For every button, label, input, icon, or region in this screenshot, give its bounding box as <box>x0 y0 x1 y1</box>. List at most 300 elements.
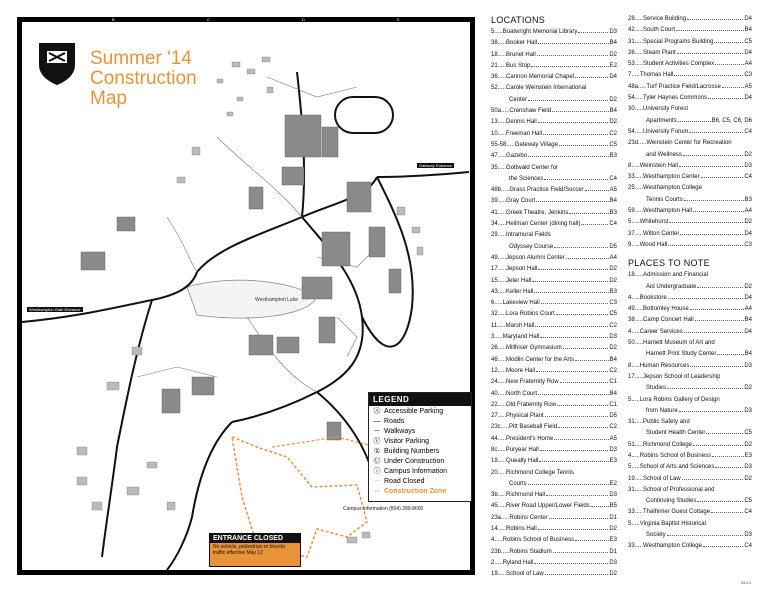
location-name-continued: Studies <box>646 385 667 392</box>
leader-dots <box>679 411 744 412</box>
location-number: 5 <box>628 464 632 471</box>
location-name: Lora Robins Gallery of Design <box>639 396 720 403</box>
location-separator: ..... <box>497 492 507 499</box>
location-grid: D2 <box>609 571 617 578</box>
location-item-continued <box>628 496 752 507</box>
location-separator: ..... <box>497 254 507 261</box>
location-number: 46 <box>491 356 498 363</box>
leader-dots <box>678 121 711 122</box>
location-grid: D3 <box>744 407 752 414</box>
location-grid: B4 <box>609 390 617 397</box>
location-separator: ..... <box>634 340 644 347</box>
location-item <box>628 395 752 406</box>
location-number: 31 <box>628 38 635 45</box>
location-number: 5 <box>628 219 632 226</box>
location-separator: ..... <box>634 230 644 237</box>
location-number: 29 <box>491 232 498 239</box>
leader-dots <box>538 269 608 270</box>
location-name-continued: Odyssey Course <box>509 243 554 250</box>
location-number: 10 <box>491 130 498 137</box>
legend-item <box>369 456 471 466</box>
location-separator: ..... <box>497 469 507 476</box>
leader-dots <box>540 337 608 338</box>
svg-text:C: C <box>207 17 210 22</box>
location-item <box>628 462 752 473</box>
leader-dots <box>667 535 744 536</box>
location-separator: ..... <box>497 221 507 228</box>
location-grid: B6, C5, C6, D6 <box>711 117 752 124</box>
location-item <box>628 229 752 240</box>
location-name: Robins School of Business <box>502 537 575 544</box>
location-separator: ..... <box>497 62 507 69</box>
leader-dots <box>714 42 743 43</box>
location-separator: ..... <box>634 174 644 181</box>
leader-dots <box>553 552 609 553</box>
location-name: Freeman Hall <box>506 130 543 137</box>
leader-dots <box>539 461 608 462</box>
leader-dots <box>566 258 609 259</box>
location-name-continued: Harnett Print Study Center <box>646 351 717 358</box>
location-item <box>628 37 752 48</box>
location-grid: D4 <box>744 95 752 102</box>
location-name: Westhampton College <box>643 185 702 192</box>
location-grid: A5 <box>744 83 752 90</box>
location-item-continued <box>491 242 617 253</box>
location-number: 30 <box>628 106 635 113</box>
location-number: 4 <box>491 537 495 544</box>
leader-dots <box>680 234 743 235</box>
location-name-continued: Student Health Center <box>646 430 706 437</box>
grid-ticks <box>112 17 400 22</box>
leader-dots <box>536 371 608 372</box>
location-item <box>491 411 617 422</box>
location-grid: D2 <box>744 151 752 158</box>
location-item <box>491 196 617 207</box>
footnote: 06/14 <box>740 580 751 585</box>
location-number: 54 <box>628 95 635 102</box>
location-separator: ..... <box>497 266 507 273</box>
title-line-3: Map <box>90 88 127 109</box>
location-separator: ..... <box>631 328 640 335</box>
location-name: School of Professional and <box>643 486 715 493</box>
legend-label: Walkways <box>384 427 416 435</box>
leader-dots <box>540 450 609 451</box>
location-grid: D2 <box>609 277 617 284</box>
location-name: Harnett Museum of Art and <box>643 340 715 347</box>
location-separator: ..... <box>497 119 507 126</box>
location-grid: D2 <box>744 283 752 290</box>
location-separator: ..... <box>634 306 644 313</box>
location-item <box>491 72 617 83</box>
location-separator: ..... <box>631 241 640 248</box>
location-name: Thalhimer Guest Cottage <box>643 509 711 516</box>
leader-dots <box>669 222 743 223</box>
location-name: Lakeview Hall <box>502 300 540 307</box>
walkway-line-icon: ─ <box>374 427 380 435</box>
location-grid: C3 <box>744 241 752 248</box>
leader-dots <box>558 427 608 428</box>
location-separator: ..... <box>497 435 507 442</box>
location-separator: ..... <box>497 164 507 171</box>
location-item <box>491 377 617 388</box>
location-grid: D4 <box>744 230 752 237</box>
location-separator: ..... <box>497 458 507 465</box>
location-name: New Fraternity Row <box>506 379 559 386</box>
location-item <box>491 106 617 117</box>
construction-zone-icon: -- <box>374 487 380 495</box>
leader-dots <box>708 98 743 99</box>
location-name: University Forum <box>643 128 689 135</box>
location-item-continued <box>628 349 752 360</box>
leader-dots <box>560 382 609 383</box>
location-name: South Court <box>643 27 676 34</box>
leader-dots <box>695 320 744 321</box>
location-name: Gottwald Center for <box>506 164 559 171</box>
location-name: Cannon Memorial Chapel <box>506 74 575 81</box>
location-grid: A5 <box>609 435 617 442</box>
location-item <box>491 163 617 174</box>
location-separator: ..... <box>497 322 506 329</box>
location-name: Keller Hall <box>506 288 534 295</box>
location-number: 31 <box>628 419 635 426</box>
location-grid: D3 <box>609 446 617 453</box>
leader-dots <box>585 190 609 191</box>
location-number: 27 <box>491 413 498 420</box>
places-heading: PLACES TO NOTE <box>628 258 710 269</box>
location-number: 52 <box>491 85 498 92</box>
location-grid: C3 <box>744 72 752 79</box>
leader-dots <box>569 213 608 214</box>
location-name: Career Services <box>639 328 683 335</box>
leader-dots <box>552 111 609 112</box>
map-title <box>90 49 197 109</box>
visitor-parking-icon: Ⓥ <box>373 438 381 445</box>
location-number: 3b <box>491 492 498 499</box>
location-item <box>491 151 617 162</box>
leader-dots <box>722 87 744 88</box>
location-number: 34 <box>491 221 498 228</box>
location-item <box>628 138 752 149</box>
location-separator: ..... <box>497 379 507 386</box>
location-name: Gray Court <box>506 198 536 205</box>
location-separator: ..... <box>497 446 506 453</box>
location-separator: ..... <box>497 288 507 295</box>
location-name: School of Arts and Sciences <box>639 464 715 471</box>
location-number: 47 <box>491 153 498 160</box>
location-separator: ..... <box>497 130 507 137</box>
leader-dots <box>697 287 743 288</box>
location-grid: C5 <box>744 498 752 505</box>
location-grid: B4 <box>609 356 617 363</box>
location-grid: C4 <box>744 174 752 181</box>
legend-item <box>369 486 471 496</box>
location-name: Gateway Village <box>514 141 558 148</box>
location-number: 5 <box>628 520 632 527</box>
location-separator: ..... <box>497 198 507 205</box>
location-number: 17 <box>628 373 635 380</box>
location-item <box>628 485 752 496</box>
location-grid: C5 <box>609 311 617 318</box>
leader-dots <box>534 292 608 293</box>
location-separator: ..... <box>631 452 640 459</box>
location-item <box>491 501 617 512</box>
legend-item <box>369 426 471 436</box>
location-separator: ..... <box>501 548 510 555</box>
location-item <box>628 240 752 251</box>
leader-dots <box>690 366 743 367</box>
location-name: Camp Concert Hall <box>643 317 694 324</box>
location-number: 11 <box>491 322 498 329</box>
location-grid: E2 <box>609 62 617 69</box>
location-item <box>491 321 617 332</box>
location-number: 3 <box>491 334 495 341</box>
location-item <box>628 304 752 315</box>
location-item <box>491 253 617 264</box>
legend-label: Construction Zone <box>384 487 447 495</box>
location-number: 8 <box>628 362 632 369</box>
location-grid: D3 <box>609 559 617 566</box>
location-name: Richmond Hall <box>506 492 546 499</box>
location-number: 37 <box>628 230 635 237</box>
location-name: Bookstore <box>639 294 667 301</box>
location-number: 18 <box>628 272 635 279</box>
location-item <box>491 140 617 151</box>
leader-dots <box>575 360 609 361</box>
location-item <box>628 82 752 93</box>
location-number: 23a <box>491 514 502 521</box>
location-number: 43 <box>491 288 498 295</box>
location-number: 13 <box>491 119 498 126</box>
location-separator: ..... <box>634 106 644 113</box>
location-number: 8 <box>628 162 632 169</box>
location-number: 12 <box>491 367 498 374</box>
location-number: 38 <box>628 317 635 324</box>
location-name: Heilman Center (dining hall) <box>506 221 581 228</box>
location-grid: D3 <box>609 334 617 341</box>
location-grid: A4 <box>609 254 617 261</box>
location-separator: ..... <box>497 413 507 420</box>
location-number: 28 <box>628 16 635 22</box>
location-separator: ..... <box>497 526 507 533</box>
location-number: 50a <box>491 108 502 115</box>
leader-dots <box>684 200 744 201</box>
location-name: Thomas Hall <box>639 72 674 79</box>
leader-dots <box>674 75 743 76</box>
location-grid: B4 <box>744 317 752 324</box>
location-separator: ..... <box>497 571 507 578</box>
location-separator: ..... <box>497 503 507 510</box>
location-item <box>491 456 617 467</box>
location-name: Robins Center <box>509 514 548 521</box>
location-separator: ..... <box>497 311 507 318</box>
location-grid: C3 <box>609 300 617 307</box>
location-separator: ..... <box>501 108 510 115</box>
location-name: Tyler Haynes Commons <box>643 95 708 102</box>
leader-dots <box>689 132 743 133</box>
location-grid: E3 <box>744 452 752 459</box>
location-separator: ..... <box>634 373 644 380</box>
leader-dots <box>712 456 744 457</box>
location-separator: ..... <box>634 95 644 102</box>
location-separator: ..... <box>634 185 644 192</box>
under-construction-icon: Ⓤ <box>373 458 381 465</box>
location-item <box>491 366 617 377</box>
location-separator: ..... <box>631 396 640 403</box>
leader-dots <box>537 55 609 56</box>
location-item <box>491 185 617 196</box>
location-name: Grass Practice Field/Soccer <box>509 187 584 194</box>
location-name: Westhampton College <box>643 543 702 550</box>
location-separator: ..... <box>631 294 640 301</box>
location-item <box>491 355 617 366</box>
location-grid: B4 <box>609 108 617 115</box>
location-item <box>491 298 617 309</box>
location-item <box>628 172 752 183</box>
location-grid: E3 <box>609 458 617 465</box>
location-name: Intramural Fields <box>506 232 551 239</box>
location-item <box>491 535 617 546</box>
location-separator: ..... <box>634 61 644 68</box>
location-name: Wood Hall <box>639 241 668 248</box>
legend-label: Campus Information <box>384 467 448 475</box>
location-grid: C4 <box>609 175 617 182</box>
location-grid: B4 <box>744 351 752 358</box>
location-item-continued <box>491 95 617 106</box>
leader-dots <box>683 155 743 156</box>
location-name: Carole Weinstein International <box>506 85 587 92</box>
location-item <box>628 361 752 372</box>
location-separator: ..... <box>497 356 507 363</box>
location-grid: C4 <box>609 221 617 228</box>
location-item <box>628 14 752 25</box>
location-grid: A5 <box>609 187 617 194</box>
location-number: 39 <box>491 198 498 205</box>
location-separator: ..... <box>497 209 507 216</box>
leader-dots <box>693 211 744 212</box>
location-number: 4 <box>628 294 632 301</box>
location-separator: ..... <box>631 162 640 169</box>
location-name-continued: Continuing Studies <box>646 498 697 505</box>
legend-label: Road Closed <box>384 477 425 485</box>
location-grid: D2 <box>744 441 752 448</box>
legend-label: Visitor Parking <box>384 437 430 445</box>
leader-dots <box>531 66 608 67</box>
leader-dots <box>536 201 608 202</box>
location-item <box>628 338 752 349</box>
svg-text:B: B <box>112 17 115 22</box>
leader-dots <box>535 326 608 327</box>
location-item <box>491 343 617 354</box>
location-item <box>491 38 617 49</box>
leader-dots <box>556 314 609 315</box>
location-grid: D5 <box>609 413 617 420</box>
location-name: Virginia Baptist Historical <box>639 520 706 527</box>
location-item <box>491 434 617 445</box>
location-number: 42 <box>628 27 635 34</box>
leader-dots <box>581 224 608 225</box>
leader-dots <box>575 77 608 78</box>
location-separator: ..... <box>634 543 644 550</box>
location-grid: D3 <box>744 362 752 369</box>
location-grid: D2 <box>609 96 617 103</box>
location-name: School of Law <box>506 571 544 578</box>
location-separator: ..... <box>497 232 507 239</box>
leader-dots <box>668 298 744 299</box>
location-item <box>491 83 617 94</box>
locations-heading: LOCATIONS <box>491 15 546 25</box>
location-name: Puryear Hall <box>505 446 539 453</box>
leader-dots <box>543 134 608 135</box>
road-closed-icon: -- <box>374 477 380 485</box>
leader-dots <box>546 495 608 496</box>
location-name: Steam Plant <box>643 49 676 56</box>
location-name: Admission and Financial <box>643 272 709 279</box>
location-number: 9 <box>628 241 632 248</box>
location-separator: ..... <box>494 300 503 307</box>
location-name: Wilton Center <box>643 230 680 237</box>
campus-map[interactable] <box>17 17 475 575</box>
location-item-continued <box>628 406 752 417</box>
location-separator: ..... <box>506 141 515 148</box>
title-line-1: Summer '14 <box>90 48 192 69</box>
location-grid: D3 <box>609 29 617 35</box>
location-number: 23d <box>628 140 639 147</box>
leader-dots <box>690 309 744 310</box>
location-item <box>628 507 752 518</box>
leader-dots <box>538 529 609 530</box>
location-grid: D2 <box>609 345 617 352</box>
location-number: 5 <box>628 396 632 403</box>
location-separator: ..... <box>634 16 644 22</box>
accessible-parking-icon: Ⓐ <box>373 408 381 415</box>
location-name-continued: Tennis Courts <box>646 196 683 203</box>
leader-dots <box>684 332 744 333</box>
location-grid: E2 <box>609 480 617 487</box>
location-name: Westhampton Center <box>643 174 700 181</box>
location-name-continued: the Sciences <box>509 175 544 182</box>
location-item <box>628 293 752 304</box>
location-grid: D4 <box>744 328 752 335</box>
location-item <box>491 129 617 140</box>
location-separator: ..... <box>631 72 640 79</box>
location-grid: D3 <box>744 464 752 471</box>
legend-item <box>369 466 471 476</box>
location-grid: A4 <box>744 61 752 68</box>
location-item-continued <box>491 174 617 185</box>
leader-dots <box>687 19 743 20</box>
leader-dots <box>545 416 609 417</box>
location-separator: ..... <box>497 277 507 284</box>
location-grid: D1 <box>609 514 617 521</box>
location-name: Service Building <box>643 16 687 22</box>
location-number: 44 <box>491 435 498 442</box>
location-grid: D3 <box>744 532 752 539</box>
location-item <box>628 25 752 36</box>
location-grid: D4 <box>744 49 752 56</box>
location-item <box>491 389 617 400</box>
location-name: Old Fraternity Row <box>506 401 557 408</box>
location-number: 48a <box>628 83 639 90</box>
location-item <box>628 417 752 428</box>
location-name: Bus Stop <box>506 62 531 69</box>
location-number: 4 <box>628 452 632 459</box>
location-number: 5 <box>491 29 495 35</box>
location-separator: ..... <box>497 367 507 374</box>
location-separator: ..... <box>634 38 644 45</box>
location-item <box>491 27 617 38</box>
location-name: Richmond College Tennis <box>506 469 574 476</box>
location-grid: D3 <box>744 162 752 169</box>
